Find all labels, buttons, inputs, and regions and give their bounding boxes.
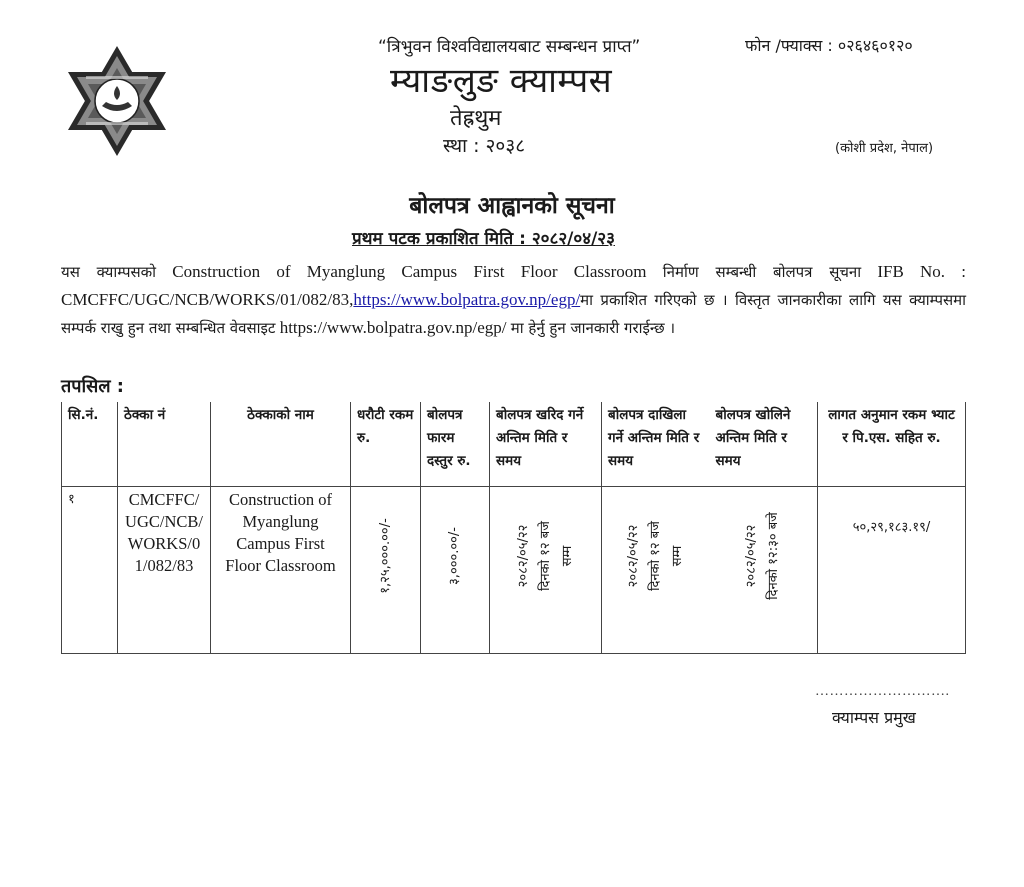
notice-body xyxy=(61,258,966,342)
opening-date-time: दिनको १२:३० बजे xyxy=(766,512,782,600)
body-text-1: यस क्याम्पसको xyxy=(61,263,157,281)
signature-line: ………………………. xyxy=(815,684,950,699)
header-cost-estimate: लागत अनुमान रकम भ्याट र पि.एस. सहित रु. xyxy=(818,402,966,487)
cell-cost-estimate: ५०,२९,१८३.१९/ xyxy=(818,487,966,654)
body-url-text: https://www.bolpatra.gov.np/egp/ xyxy=(275,318,511,337)
body-text-3: मा प्रकाशित गरिएको छ । विस्तृत जानकारीका लागि यस क्याम्पसमा सम्पर्क राखु हुन तथा सम्बन्धित वेवसाइट xyxy=(61,291,966,337)
cell-opening-date xyxy=(710,487,818,654)
body-ifb-number: IFB No. : CMCFFC/UGC/NCB/WORKS/01/082/83, xyxy=(61,262,966,309)
body-text-2: निर्माण सम्बन्धी बोलपत्र सूचना xyxy=(662,263,862,281)
details-label: तपसिल : xyxy=(61,376,124,397)
cell-contract-no xyxy=(118,487,211,654)
header-submission-deadline: बोलपत्र दाखिला गर्ने अन्तिम मिति र समय xyxy=(602,402,710,487)
cell-form-fee xyxy=(421,487,490,654)
purchase-deadline-time: दिनको १२ बजे xyxy=(537,521,553,591)
bid-security-value: १,२५,०००.००/- xyxy=(377,518,393,594)
header-purchase-deadline: बोलपत्र खरिद गर्ने अन्तिम मिति र समय xyxy=(490,402,602,487)
affiliation-text: “त्रिभुवन विश्वविद्यालयबाट सम्बन्धन प्राप्त” xyxy=(378,37,641,57)
established-year: स्था : २०३८ xyxy=(443,135,526,157)
publish-date: प्रथम पटक प्रकाशित मिति : २०८२/०४/२३ xyxy=(352,229,615,249)
signature-title: क्याम्पस प्रमुख xyxy=(832,708,916,727)
purchase-deadline-value xyxy=(513,521,579,591)
cell-sn: १ xyxy=(62,487,118,654)
submission-deadline-value xyxy=(623,521,689,591)
header-sn: सि.नं. xyxy=(62,402,118,487)
notice-title: बोलपत्र आह्वानको सूचना xyxy=(409,193,615,219)
contract-no-text: CMCFFC/UGC/NCB/WORKS/01/082/83 xyxy=(125,490,203,575)
campus-logo xyxy=(58,42,176,160)
header-bid-security: धरौटी रकम रु. xyxy=(351,402,421,487)
bolpatra-link[interactable]: https://www.bolpatra.gov.np/egp/ xyxy=(353,290,581,309)
opening-date-value xyxy=(741,512,785,600)
cell-bid-security xyxy=(351,487,421,654)
district-name: तेह्रथुम xyxy=(450,106,502,131)
cell-submission-deadline xyxy=(602,487,710,654)
star-emblem-icon xyxy=(58,42,176,160)
table-row xyxy=(62,487,966,654)
header-contract-name: ठेक्काको नाम xyxy=(211,402,351,487)
province-text: (कोशी प्रदेश, नेपाल) xyxy=(835,141,934,156)
submission-deadline-time: दिनको १२ बजे xyxy=(647,521,663,591)
cell-purchase-deadline xyxy=(490,487,602,654)
body-text-4: मा हेर्नु हुन जानकारी गराईन्छ । xyxy=(510,319,676,337)
form-fee-value: ३,०००.००/- xyxy=(447,527,462,585)
tender-table xyxy=(61,402,966,654)
submission-deadline-until: सम्म xyxy=(669,545,685,567)
header-opening-date: बोलपत्र खोलिने अन्तिम मिति र समय xyxy=(710,402,818,487)
header-contract-no: ठेक्का नं xyxy=(118,402,211,487)
header-form-fee: बोलपत्र फारम दस्तुर रु. xyxy=(421,402,490,487)
body-project-name: Construction of Myanglung Campus First Floor Classroom xyxy=(156,262,663,281)
purchase-deadline-until: सम्म xyxy=(559,545,575,567)
submission-deadline-date: २०८२/०५/२२ xyxy=(625,524,641,588)
purchase-deadline-date: २०८२/०५/२२ xyxy=(515,524,531,588)
cell-contract-name: Construction of Myanglung Campus First Floor Classroom xyxy=(211,487,351,654)
campus-name: म्याङलुङ क्याम्पस xyxy=(390,61,613,101)
table-header-row xyxy=(62,402,966,487)
phone-fax: फोन /फ्याक्स : ०२६४६०१२० xyxy=(745,36,913,55)
opening-date-date: २०८२/०५/२२ xyxy=(744,524,760,588)
